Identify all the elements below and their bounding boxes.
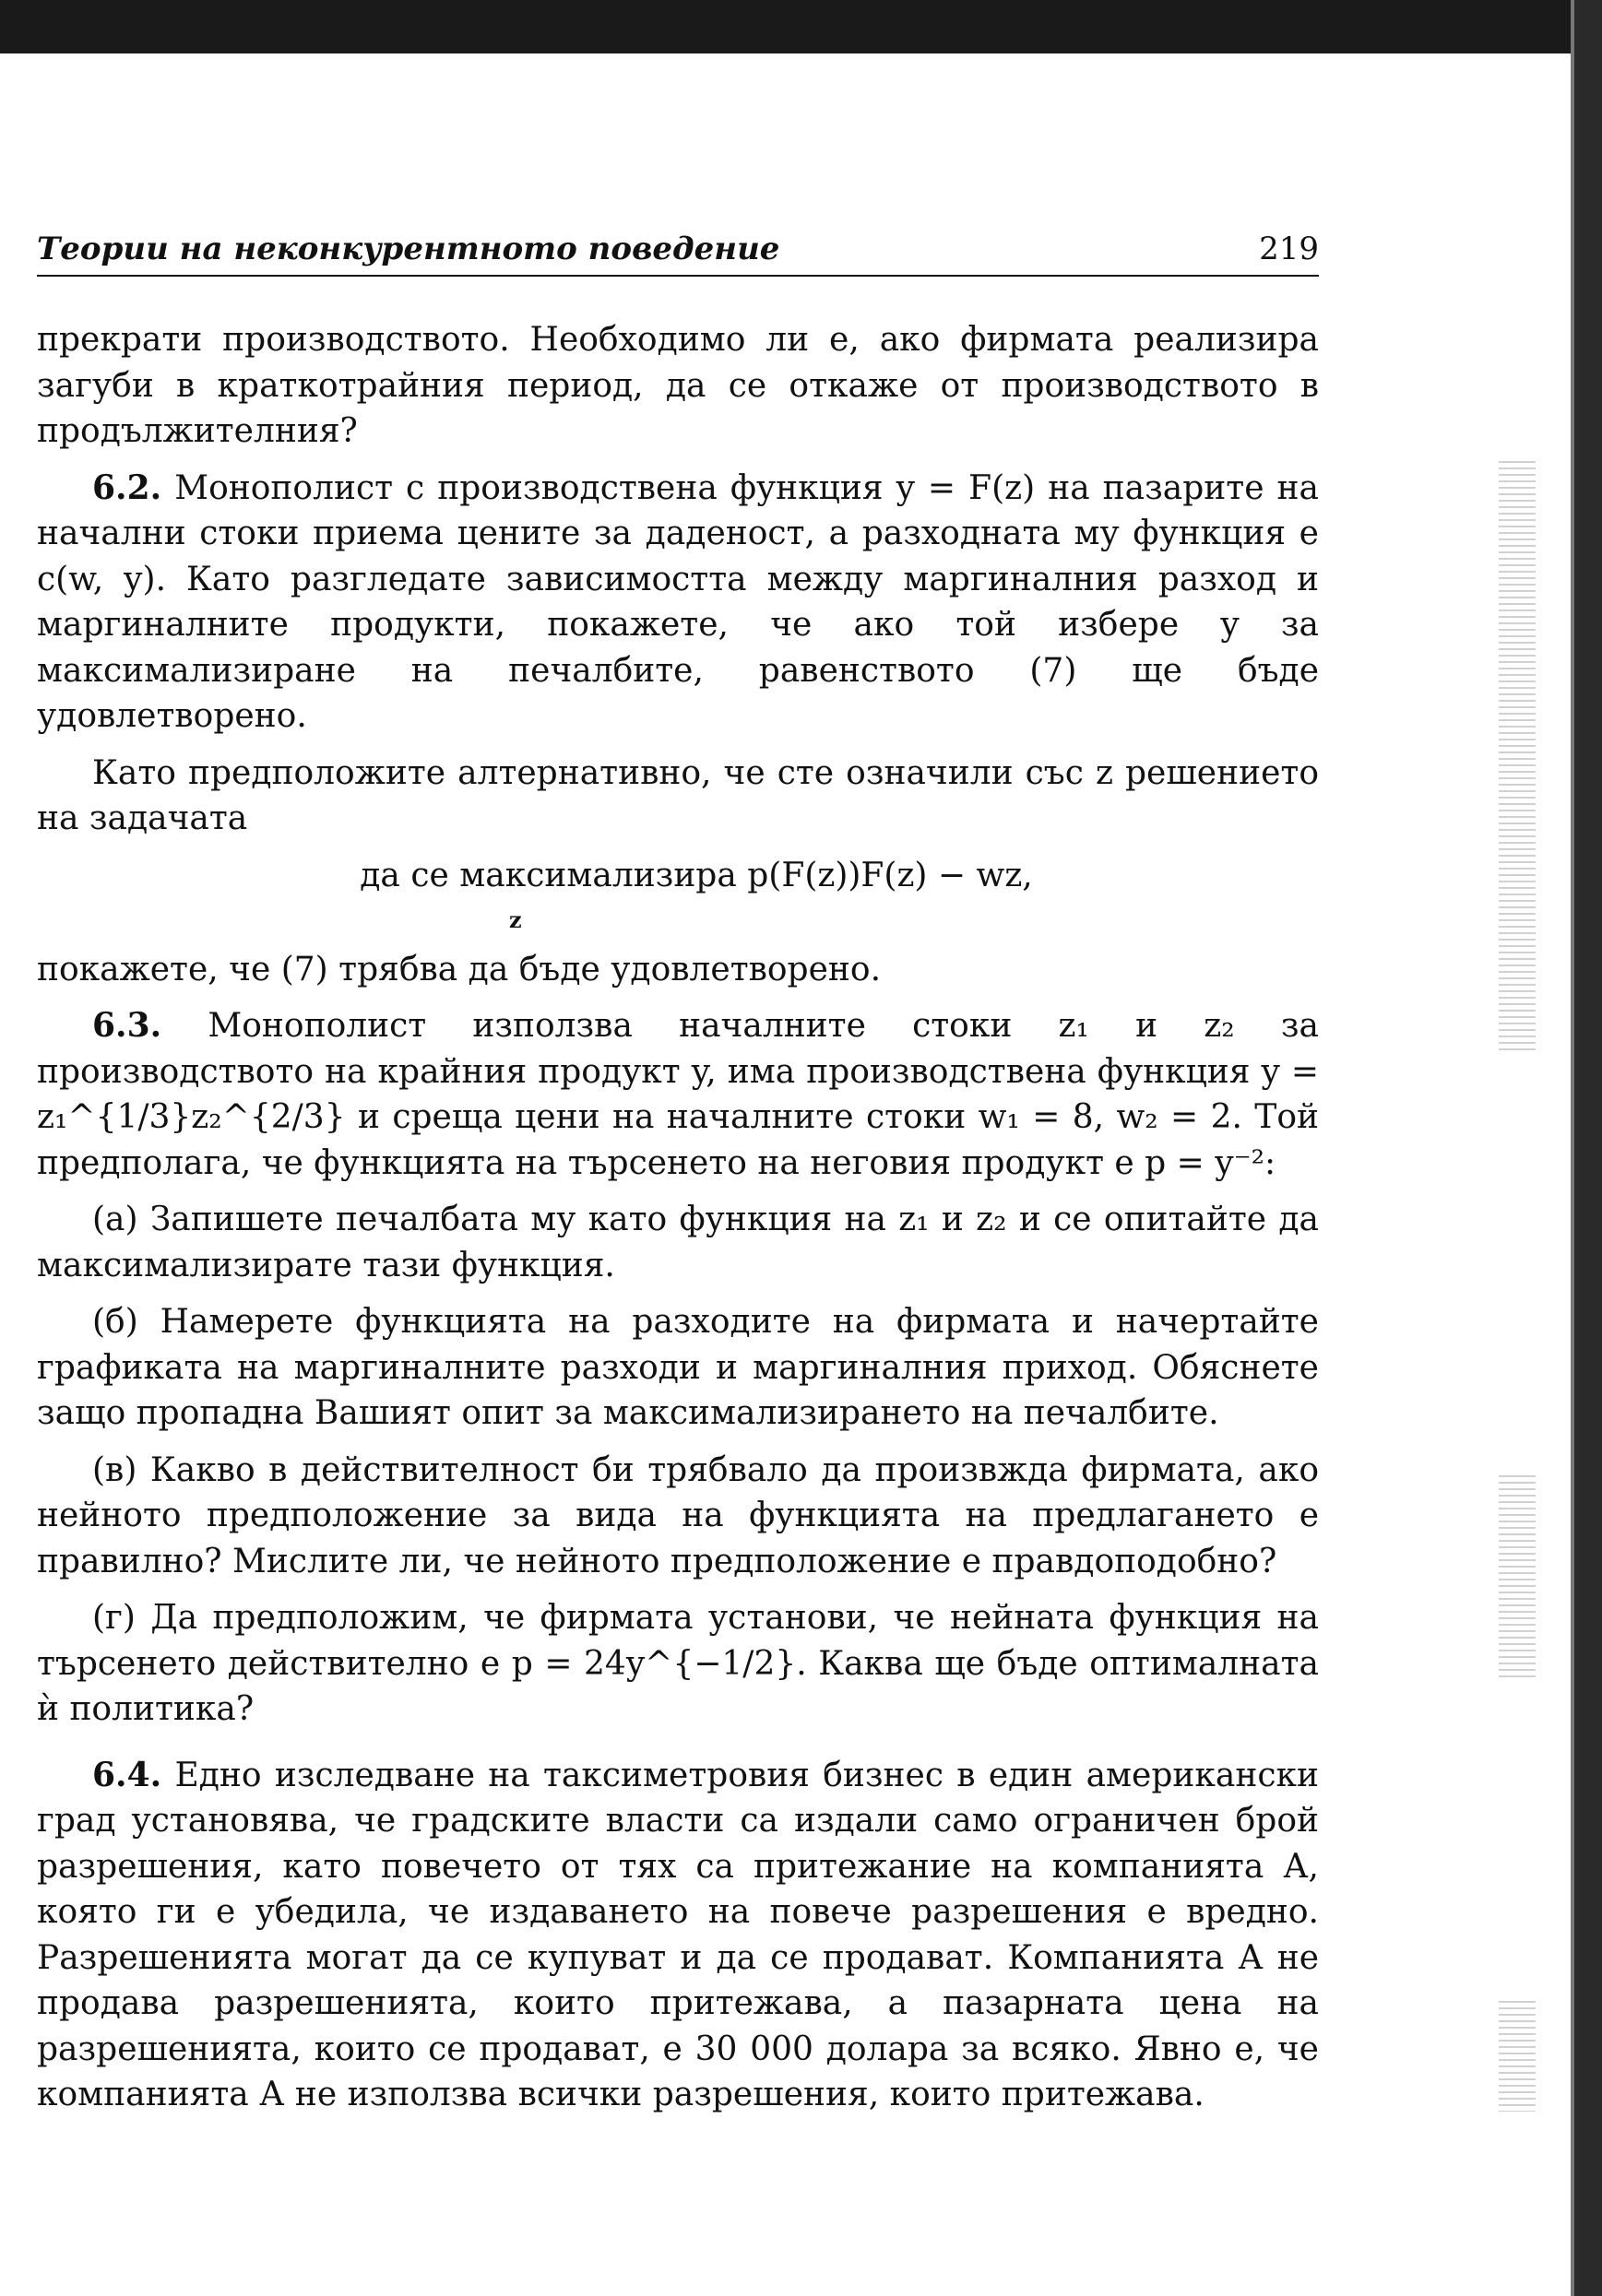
problem-6-4 — [37, 1753, 1319, 2118]
scan-noise — [1499, 461, 1536, 1051]
subproblem-c: (в) Какво в действителност би трябвало да произвжда фирмата, ако нейното предположение за вида на функцията на предлагането е правилно? Мислите ли, че нейното предположение е правдоподобно? — [37, 1450, 1319, 1580]
problem-6-2 — [37, 466, 1319, 740]
subproblem-a: (а) Запишете печалбата му като функция на z₁ и z₂ и се опитайте да максимализирате тази функция. — [37, 1201, 1319, 1284]
problem-text: Монополист с производствена функция y = F(z) на пазарите на начални стоки приема цените за даденост, а разходната му функция е c(w, y). Като разгледате зависимостта между маргиналния разход и маргиналните продукти, покажете, че ако той избере y за максимализиране на печалбите, равенството (7) ще бъде удовлетворено. — [37, 468, 1319, 735]
problem-number: 6.4. — [92, 1755, 162, 1794]
scan-top-border — [0, 0, 1602, 53]
paragraph-continuation: прекрати производството. Необходимо ли е, ако фирмата реализира загуби в краткотрайния период, да се откаже от производството в продължителния? — [37, 321, 1319, 450]
display-equation — [37, 853, 1319, 941]
problem-text: Едно изследване на таксиметровия бизнес в един американски град установява, че градските власти са издали само ограничен брой разрешения, като повечето от тях са притежание на компанията А, която ги е убедила, че издаването на повече разрешения е вредно. Разрешенията могат да се купуват и да се продават. Компанията А не продава разрешенията, които притежава, а пазарната цена на разрешенията, които се продават, е 30 000 долара за всяко. Явно е, че компанията А не използва всички разрешения, които притежава. — [37, 1756, 1319, 2113]
problem-number: 6.3. — [92, 1006, 162, 1045]
problem-number: 6.2. — [92, 467, 162, 507]
scan-noise — [1499, 2001, 1536, 2112]
scan-noise — [1499, 1475, 1536, 1678]
page-body — [37, 317, 1319, 2129]
page-number: 219 — [1259, 231, 1319, 267]
subproblem-b: (б) Намерете функцията на разходите на фирмата и начертайте графиката на маргиналните разходи и маргиналния приход. Обяснете защо пропадна Вашият опит за максимализирането на печалбите. — [37, 1303, 1319, 1432]
scan-right-border — [1574, 0, 1602, 2296]
running-header — [37, 229, 1319, 277]
paragraph: Като предположите алтернативно, че сте означили със z решението на задачата — [37, 753, 1319, 837]
paragraph: покажете, че (7) трябва да бъде удовлетворено. — [37, 950, 882, 988]
problem-6-3 — [37, 1003, 1319, 1186]
chapter-title: Теории на неконкурентното поведение — [37, 231, 780, 267]
subproblem-d: (г) Да предположим, че фирмата установи, че нейната функция на търсенето действително е p = 24y^{−1/2}. Каква ще бъде оптималната ѝ политика? — [37, 1599, 1319, 1728]
equation-subscript: z — [509, 905, 522, 933]
problem-text: Монополист използва началните стоки z₁ и z₂ за производството на крайния продукт y, има производствена функция y = z₁^{1/3}z₂^{2/3} и среща цени на началните стоки w₁ = 8, w₂ = 2. Той предполага, че функцията на търсенето на неговия продукт е p = y⁻²: — [37, 1007, 1319, 1182]
equation-line: да се максимализира p(F(z))F(z) − wz, — [360, 856, 1033, 894]
